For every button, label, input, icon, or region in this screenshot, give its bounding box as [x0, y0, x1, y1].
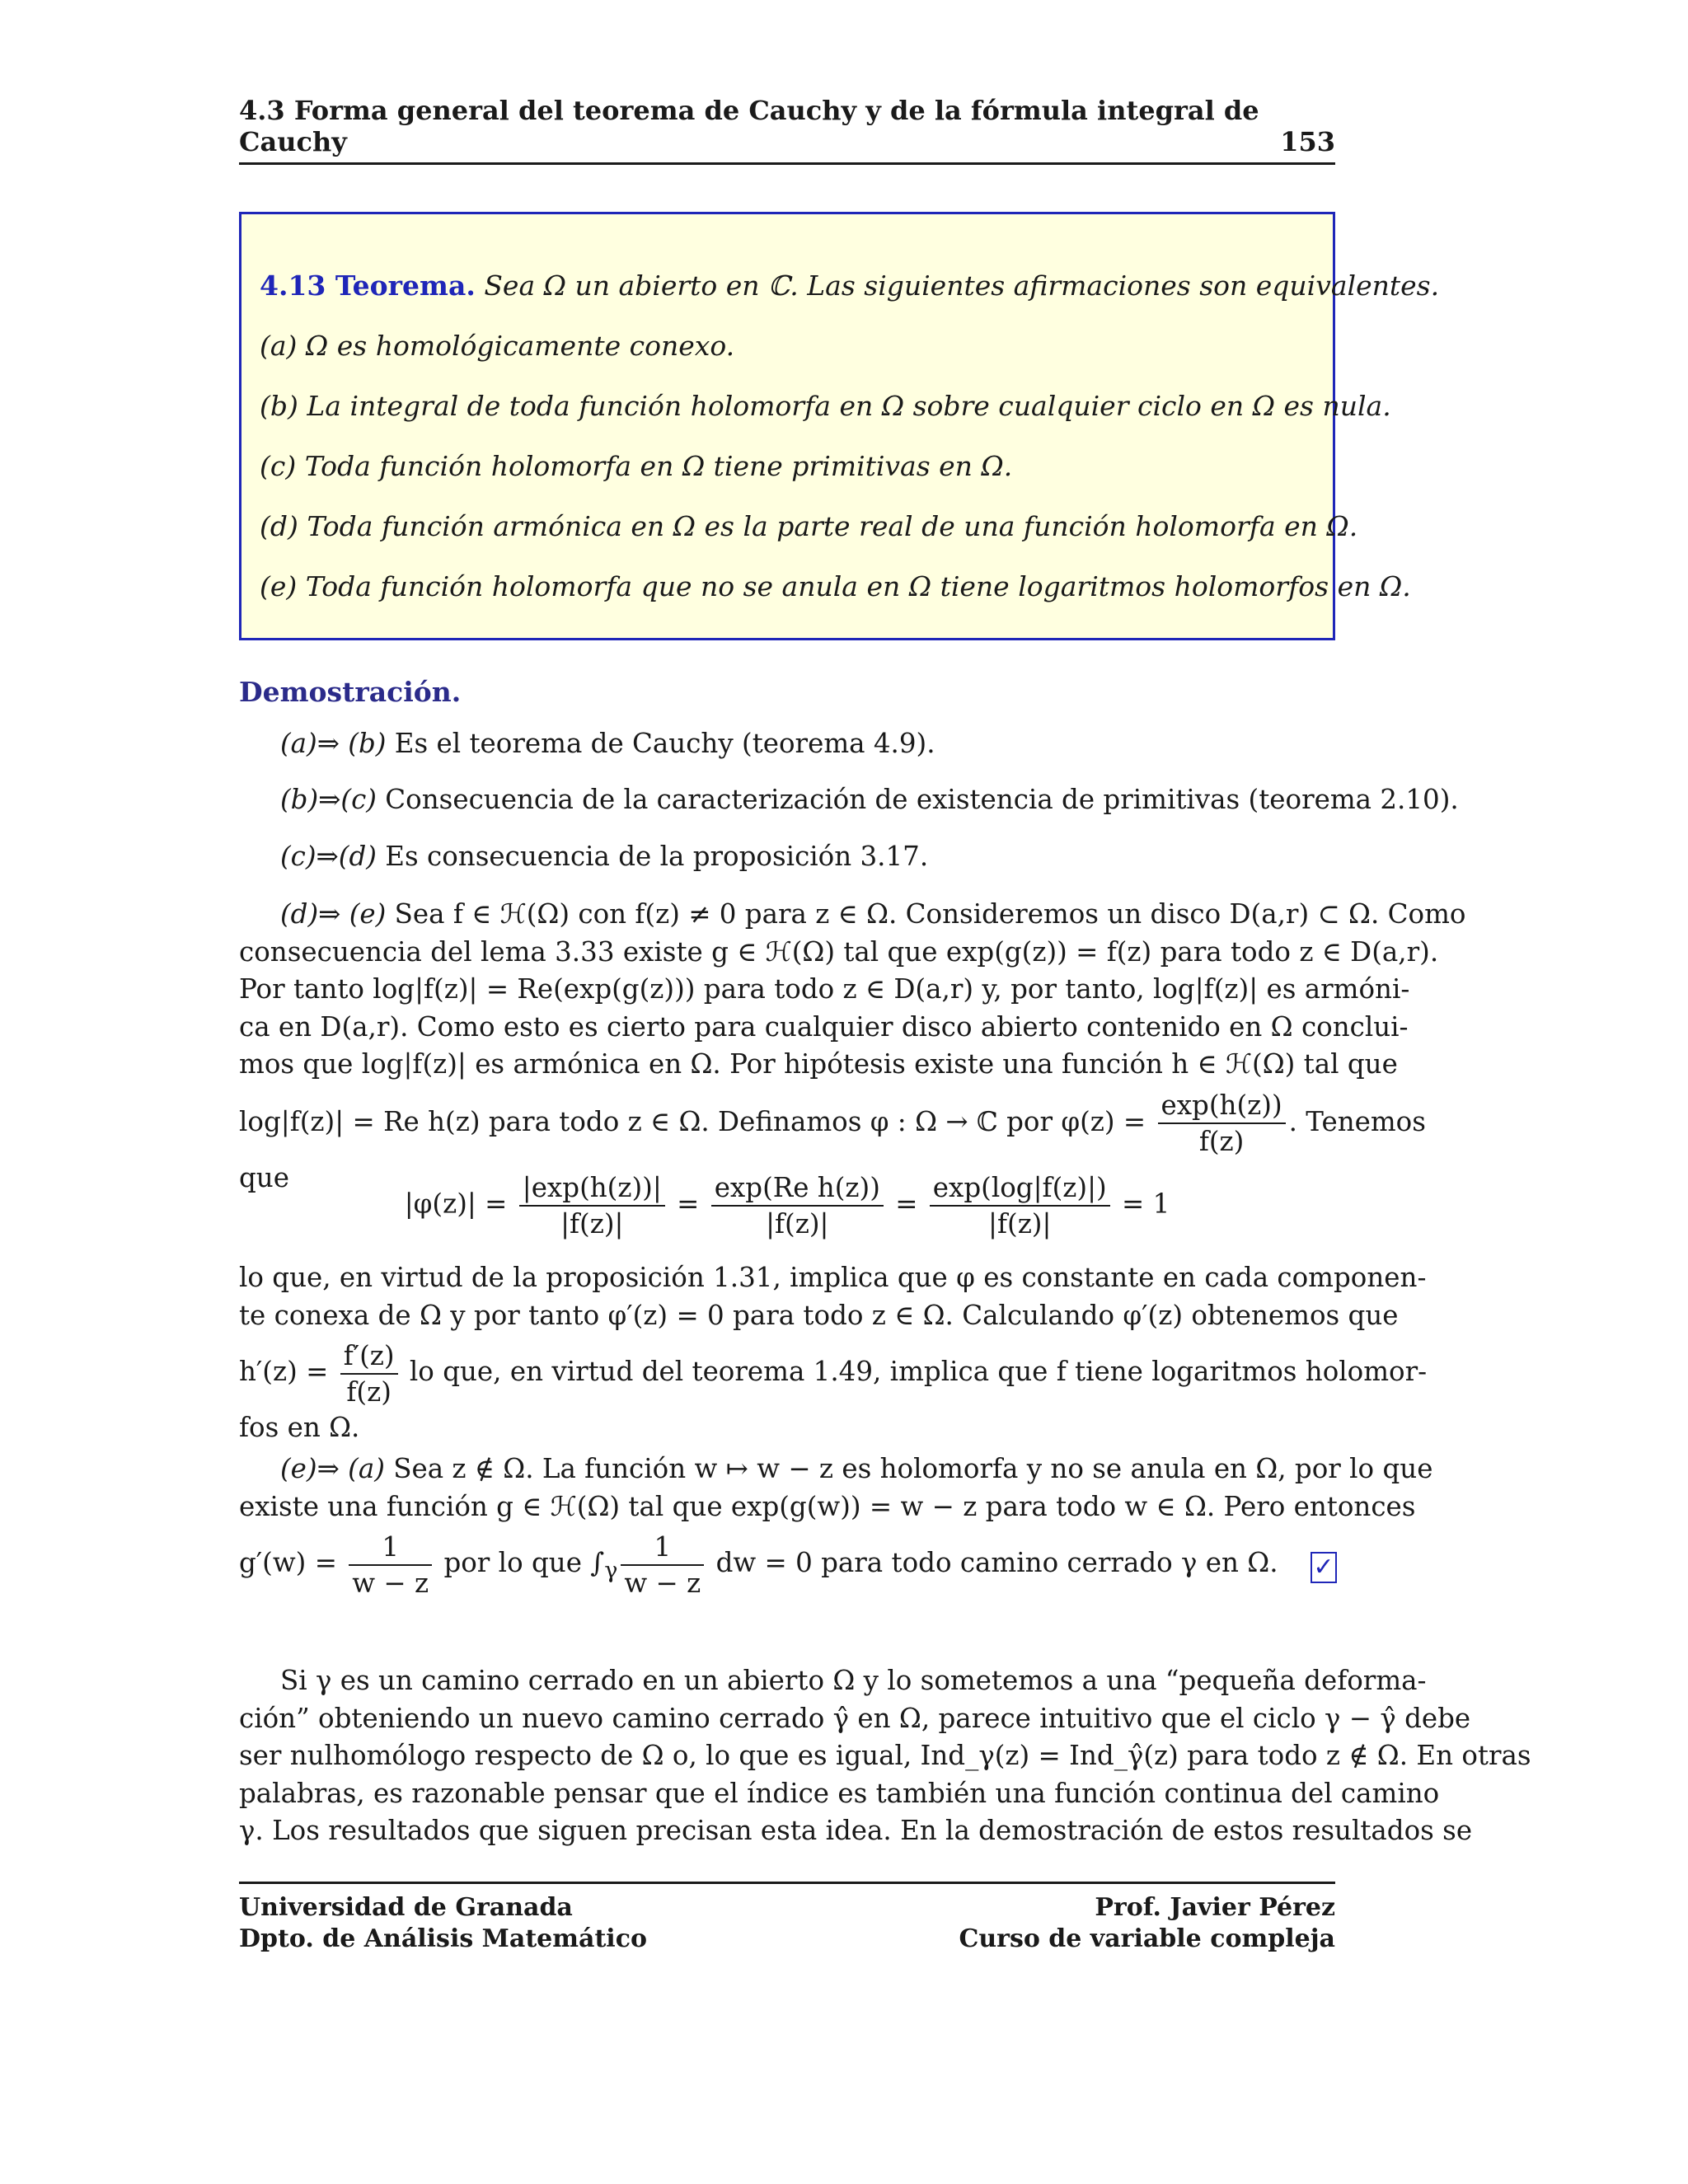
equals-sign: =: [886, 1188, 926, 1220]
theorem-label: 4.13 Teorema.: [260, 269, 476, 302]
text-line: Por tanto log|f(z)| = Re(exp(g(z))) para todo z ∈ D(a,r) y, por tanto, log|f(z)| es armóni-: [239, 973, 1410, 1005]
qed-check-icon: ✓: [1311, 1552, 1337, 1583]
section-title: 4.3 Forma general del teorema de Cauchy y de la fórmula integral de Cauchy: [239, 95, 1259, 157]
theorem-box: [239, 212, 1440, 640]
text-line: ción” obteniendo un nuevo camino cerrado γ̂ en Ω, parece intuitivo que el ciclo γ − γ̂ debe: [239, 1702, 1471, 1734]
denominator: f(z): [346, 1376, 392, 1408]
text-fragment: . Tenemos: [1288, 1105, 1426, 1137]
footer-author: Prof. Javier Pérez: [1095, 1893, 1335, 1922]
text-line: Sea z ∉ Ω. La función w ↦ w − z es holomorfa y no se anula en Ω, por lo que: [384, 1453, 1433, 1484]
step-label: (a)⇒ (b): [280, 728, 387, 759]
step-text: Es el teorema de Cauchy (teorema 4.9).: [386, 728, 935, 759]
step-label: (c)⇒(d): [280, 841, 377, 872]
denominator: f(z): [1198, 1126, 1245, 1157]
text-line: Si γ es un camino cerrado en un abierto Ω y lo sometemos a una “pequeña deforma-: [280, 1665, 1427, 1696]
numerator: exp(h(z)): [1158, 1088, 1286, 1124]
denominator: w − z: [624, 1567, 701, 1599]
step-label: (e)⇒ (a): [280, 1453, 385, 1484]
text-fragment: g′(w) =: [239, 1547, 346, 1578]
text-line: mos que log|f(z)| es armónica en Ω. Por hipótesis existe una función h ∈ ℋ(Ω) tal que: [239, 1048, 1398, 1080]
numerator: 1: [621, 1530, 704, 1566]
theorem-item-a: (a) Ω es homológicamente conexo.: [260, 330, 735, 362]
proof-step-ab: [239, 725, 1335, 763]
text-line: ser nulhomólogo respecto de Ω o, lo que es igual, Ind_γ(z) = Ind_γ̂(z) para todo z ∉ Ω. En otras: [239, 1740, 1531, 1771]
theorem-item-e: (e) Toda función holomorfa que no se anula en Ω tiene logaritmos holomorfos en Ω.: [260, 570, 1411, 602]
denominator: |f(z)|: [766, 1208, 829, 1240]
step-text: Es consecuencia de la proposición 3.17.: [376, 841, 929, 872]
running-header: [239, 95, 1335, 165]
theorem-statement: Sea Ω un abierto en ℂ. Las siguientes afirmaciones son equivalentes.: [484, 269, 1440, 302]
numerator: f′(z): [340, 1338, 398, 1375]
text-fragment: dw = 0 para todo camino cerrado γ en Ω.: [707, 1547, 1278, 1578]
numerator: |exp(h(z))|: [519, 1170, 665, 1207]
text-line: ca en D(a,r). Como esto es cierto para cualquier disco abierto contenido en Ω conclui-: [239, 1010, 1409, 1043]
proof-step-cd: [239, 838, 1335, 876]
denominator: |f(z)|: [560, 1208, 624, 1240]
theorem-item-d: (d) Toda función armónica en Ω es la parte real de una función holomorfa en Ω.: [260, 510, 1358, 542]
eq-lhs: |φ(z)| =: [404, 1188, 516, 1220]
fraction: [519, 1170, 665, 1241]
theorem-item-b: (b) La integral de toda función holomorfa en Ω sobre cualquier ciclo en Ω es nula.: [260, 390, 1391, 422]
fraction: [349, 1530, 432, 1601]
text-line: lo que, en virtud de la proposición 1.31, implica que φ es constante en cada componen-: [239, 1262, 1427, 1293]
integral-subscript: γ: [604, 1558, 618, 1584]
theorem-item-c: (c) Toda función holomorfa en Ω tiene primitivas en Ω.: [260, 450, 1013, 482]
step-text: Consecuencia de la caracterización de existencia de primitivas (teorema 2.10).: [376, 784, 1459, 815]
fraction: [711, 1170, 884, 1241]
text-line: fos en Ω.: [239, 1411, 360, 1443]
footer-university: Universidad de Granada: [239, 1893, 573, 1922]
footer-course: Curso de variable compleja: [959, 1924, 1335, 1953]
eq-rhs: = 1: [1113, 1188, 1170, 1220]
proof-step-de: [239, 896, 1466, 1197]
step-label: (d)⇒ (e): [280, 898, 387, 930]
fraction: [621, 1530, 704, 1601]
proof-title: Demostración.: [239, 676, 462, 708]
page-footer: [239, 1882, 1335, 1955]
theorem-heading: [260, 255, 1440, 316]
text-fragment: lo que, en virtud del teorema 1.49, implica que f tiene logaritmos holomor-: [401, 1356, 1428, 1387]
display-equation: [239, 1170, 1335, 1241]
text-line: palabras, es razonable pensar que el índice es también una función continua del camino: [239, 1777, 1440, 1809]
denominator: w − z: [352, 1567, 429, 1599]
numerator: exp(Re h(z)): [711, 1170, 884, 1207]
fraction: [930, 1170, 1110, 1241]
text-line: consecuencia del lema 3.33 existe g ∈ ℋ(Ω) tal que exp(g(z)) = f(z) para todo z ∈ D(a,r).: [239, 935, 1439, 968]
proof-step-ea: [239, 1451, 1433, 1609]
proof-step-bc: [239, 781, 1459, 819]
text-fragment: h′(z) =: [239, 1356, 337, 1387]
denominator: |f(z)|: [988, 1208, 1052, 1240]
text-line: Sea f ∈ ℋ(Ω) con f(z) ≠ 0 para z ∈ Ω. Consideremos un disco D(a,r) ⊂ Ω. Como: [386, 898, 1466, 930]
numerator: exp(log|f(z)|): [930, 1170, 1110, 1207]
numerator: 1: [349, 1530, 432, 1566]
proof-step-de-continued: [239, 1259, 1428, 1446]
fraction: [340, 1338, 398, 1409]
step-label: (b)⇒(c): [280, 784, 377, 815]
formula-line: [239, 1526, 1335, 1609]
fraction: [1158, 1088, 1286, 1159]
text-line: γ. Los resultados que siguen precisan esta idea. En la demostración de estos resultados se: [239, 1815, 1473, 1846]
equals-sign: =: [668, 1188, 708, 1220]
text-fragment: log|f(z)| = Re h(z) para todo z ∈ Ω. Definamos φ : Ω → ℂ por φ(z) =: [239, 1105, 1155, 1137]
closing-paragraph: [239, 1662, 1531, 1850]
formula-line: [239, 1084, 1426, 1160]
text-line: existe una función g ∈ ℋ(Ω) tal que exp(g(w)) = w − z para todo w ∈ Ω. Pero entonces: [239, 1490, 1416, 1522]
page-number: 153: [1280, 126, 1335, 157]
footer-department: Dpto. de Análisis Matemático: [239, 1924, 647, 1953]
text-line: te conexa de Ω y por tanto φ′(z) = 0 para todo z ∈ Ω. Calculando φ′(z) obtenemos que: [239, 1299, 1399, 1331]
text-fragment: por lo que ∫: [435, 1547, 605, 1578]
formula-line: [239, 1334, 1428, 1409]
text-line: que: [239, 1161, 289, 1193]
